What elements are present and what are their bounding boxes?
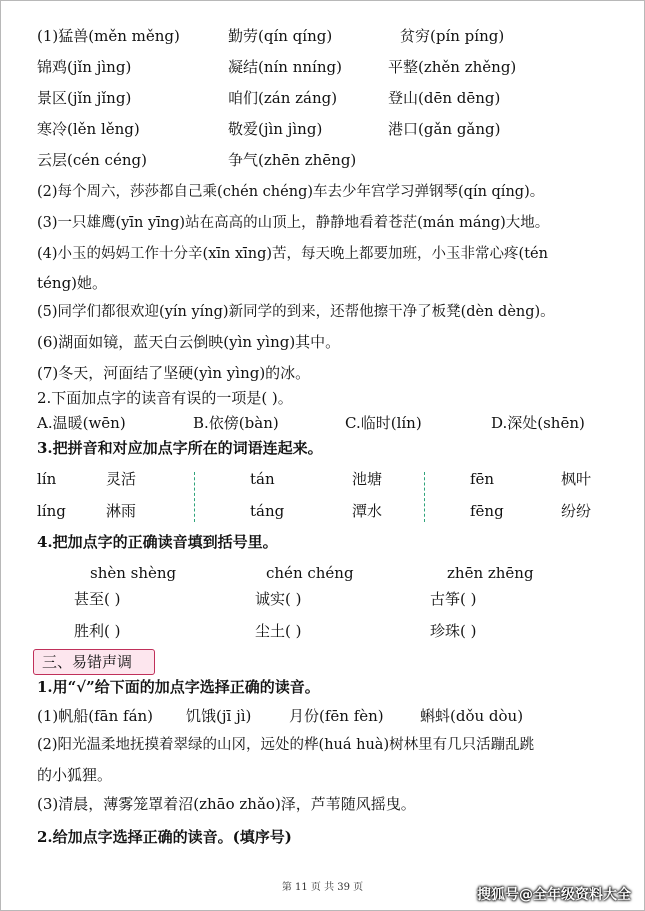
q4-header: zhēn zhēng xyxy=(447,564,534,582)
connect-divider xyxy=(424,472,425,522)
q4-blank: 甚至( ) xyxy=(74,590,121,608)
q1-item: 平整(zhěn zhěng) xyxy=(388,58,517,76)
q3-word: 池塘 xyxy=(352,470,383,488)
q1-sentence: (6)湖面如镜，蓝天白云倒映(yìn yìng)其中。 xyxy=(37,333,341,351)
s3-q1-item: 饥饿(jī jì) xyxy=(186,707,252,725)
q3-pinyin: tán xyxy=(250,470,275,488)
q1-sentence: (7)冬天，河面结了坚硬(yìn yìng)的冰。 xyxy=(37,364,311,382)
q4-blank: 古筝( ) xyxy=(430,590,477,608)
q3-pinyin: táng xyxy=(250,502,285,520)
section-badge xyxy=(33,649,155,675)
q1-item: 登山(dēn dēng) xyxy=(388,89,501,107)
q1-item: 寒冷(lěn lěng) xyxy=(37,120,140,138)
section-title: 三、易错声调 xyxy=(42,653,133,671)
q1-item: 争气(zhēn zhēng) xyxy=(228,151,357,169)
q1-item: 勤劳(qín qíng) xyxy=(228,27,333,45)
q2-option: A.温暖(wēn) xyxy=(37,414,126,432)
q4-header: shèn shèng xyxy=(90,564,177,582)
q4-header: chén chéng xyxy=(266,564,354,582)
q3-word: 灵活 xyxy=(106,470,137,488)
q2-option: C.临时(lín) xyxy=(345,414,422,432)
q2-stem: 2.下面加点字的读音有误的一项是( )。 xyxy=(37,389,293,407)
q1-item: 敬爱(jìn jìng) xyxy=(228,120,323,138)
q1-sentence: (2)每个周六，莎莎都自己乘(chén chéng)车去少年宫学习弹钢琴(qín qíng)。 xyxy=(37,184,545,200)
q3-pinyin: líng xyxy=(37,502,66,520)
q3-word: 枫叶 xyxy=(561,470,592,488)
q1-item: (1)猛兽(měn měng) xyxy=(37,27,180,45)
q1-item: 凝结(nín nníng) xyxy=(228,58,342,76)
q1-sentence: (4)小玉的妈妈工作十分辛(xīn xīng)苦，每天晚上都要加班，小玉非常心疼(tén xyxy=(37,246,548,262)
page-number: 第 11 页 共 39 页 xyxy=(281,882,364,893)
q1-sentence: (3)一只雄鹰(yīn yīng)站在高高的山顶上，静静地看着苍茫(mán máng)大地。 xyxy=(37,215,550,231)
q1-item: 云层(cén céng) xyxy=(37,151,147,169)
q1-item: 锦鸡(jǐn jìng) xyxy=(37,58,132,76)
s3-q1-item: (1)帆船(fān fán) xyxy=(37,707,154,725)
watermark: 搜狐号@全年级资料大全 xyxy=(477,887,631,903)
q4-blank: 诚实( ) xyxy=(255,590,302,608)
q3-word: 纷纷 xyxy=(561,502,592,520)
s3-q1-item: 蝌蚪(dǒu dòu) xyxy=(420,707,524,725)
q3-pinyin: fēng xyxy=(470,502,504,520)
q2-option: D.深处(shēn) xyxy=(491,414,585,432)
q1-item: 咱们(zán záng) xyxy=(228,89,338,107)
s3-sentence: (2)阳光温柔地抚摸着翠绿的山冈，远处的桦(huá huà)树林里有几只活蹦乱跳 xyxy=(37,737,535,753)
q4-stem: 4.把加点字的正确读音填到括号里。 xyxy=(37,533,278,551)
q2-option: B.依傍(bàn) xyxy=(193,414,279,432)
q1-sentence: (5)同学们都很欢迎(yín yíng)新同学的到来，还帮他擦干净了板凳(dèn dèng)。 xyxy=(37,304,555,320)
q3-pinyin: fēn xyxy=(470,470,495,488)
q1-item: 贫穷(pín píng) xyxy=(400,27,505,45)
q1-item: 港口(gǎn gǎng) xyxy=(388,120,501,138)
s3-sentence: (3)清晨，薄雾笼罩着沼(zhāo zhǎo)泽，芦苇随风摇曳。 xyxy=(37,795,416,813)
s3-q1-item: 月份(fēn fèn) xyxy=(289,707,384,725)
q3-pinyin: lín xyxy=(37,470,57,488)
s3-sentence: 的小狐狸。 xyxy=(37,766,113,784)
connect-divider xyxy=(194,472,195,522)
q1-item: 景区(jǐn jǐng) xyxy=(37,89,132,107)
q3-word: 淋雨 xyxy=(106,502,137,520)
q4-blank: 胜利( ) xyxy=(74,622,121,640)
q3-word: 潭水 xyxy=(352,502,383,520)
q1-sentence: téng)她。 xyxy=(37,274,108,292)
q4-blank: 珍珠( ) xyxy=(430,622,477,640)
s3-q2-stem: 2.给加点字选择正确的读音。(填序号) xyxy=(37,828,292,846)
q4-blank: 尘土( ) xyxy=(255,622,302,640)
q3-stem: 3.把拼音和对应加点字所在的词语连起来。 xyxy=(37,439,323,457)
s3-q1-stem: 1.用“√”给下面的加点字选择正确的读音。 xyxy=(37,678,320,696)
